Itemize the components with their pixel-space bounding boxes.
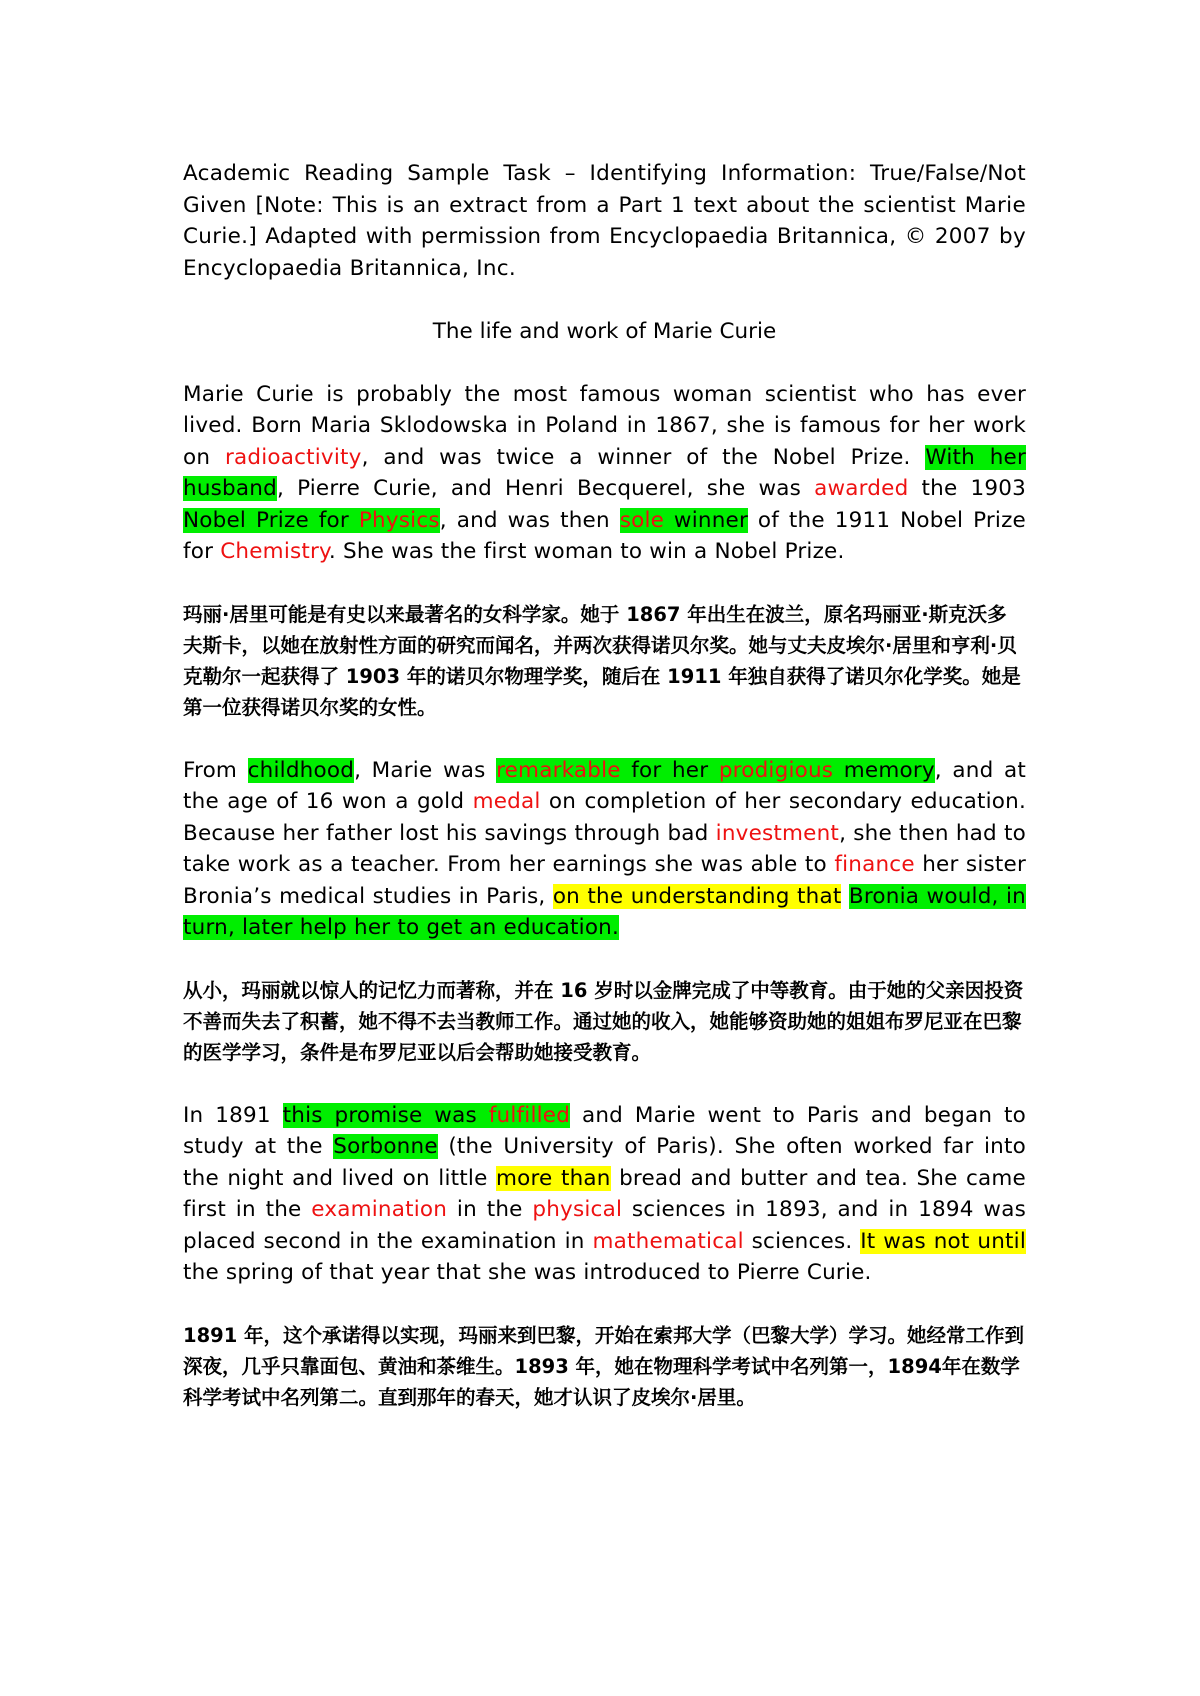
keyword-chemistry: Chemistry xyxy=(220,539,329,564)
keyword-physical: physical xyxy=(532,1197,623,1222)
highlight-on-the-understanding: on the understanding that xyxy=(552,883,842,909)
text: , and at the age of 16 won a gold xyxy=(183,757,1026,814)
text: sciences. xyxy=(743,1228,861,1254)
text: . She was the first woman to win a Nobel Prize. xyxy=(328,539,845,564)
text: , she then had to take work as a teacher. From her earnings she was able to xyxy=(183,820,1026,877)
text: , and was twice a winner of the Nobel Prize. xyxy=(361,444,926,470)
text: the 1903 xyxy=(908,476,1026,501)
highlight-winner: winner xyxy=(664,507,749,533)
highlight-more-than: more than xyxy=(495,1165,611,1191)
text: In 1891 xyxy=(183,1102,283,1128)
chinese-paragraph-3: 1891 年，这个承诺得以实现，玛丽来到巴黎，开始在索邦大学（巴黎大学）学习。她经常工作到深夜，几乎只靠面包、黄油和茶维生。1893 年，她在物理科学考试中名列第一，1894年在数学科学考试中名列第二。直到那年的春天，她才认识了皮埃尔·居里。 xyxy=(183,1324,1025,1409)
highlight-for-her: for her xyxy=(620,757,719,783)
highlight-sorbonne: Sorbonne xyxy=(333,1134,438,1159)
header-note: Academic Reading Sample Task – Identifying Information: True/False/Not Given [Note: This is an extract from a Part 1 text about the scientist Marie Curie.] Adapted with permission from Encyclopaedia Britannica, © 2007 by Encyclopaedia Britannica, Inc. xyxy=(183,161,1026,281)
keyword-fulfilled: fulfilled xyxy=(488,1102,571,1128)
keyword-prodigious: prodigious xyxy=(718,757,834,783)
text: , and was then xyxy=(439,507,620,533)
keyword-sole: sole xyxy=(619,507,665,533)
text: sciences in 1893, and in 1894 was placed second in the examination in xyxy=(183,1197,1026,1254)
document-page xyxy=(183,158,1026,1445)
text: Marie Curie is probably the most famous woman scientist who has ever lived. Born Maria Sklodowska in Poland in 1867, she is famous for her work on xyxy=(183,381,1026,470)
keyword-remarkable: remarkable xyxy=(496,757,621,783)
text: in the xyxy=(447,1197,533,1222)
keyword-examination: examination xyxy=(311,1197,448,1222)
text: bread and butter and tea. She came first in the xyxy=(183,1165,1026,1222)
paragraph-3 xyxy=(183,1100,1026,1289)
text: the spring of that year that she was introduced to Pierre Curie. xyxy=(183,1260,872,1285)
highlight-bronia-help: Bronia would, in turn, later help her to get an education. xyxy=(183,883,1026,940)
chinese-paragraph-2: 从小，玛丽就以惊人的记忆力而著称，并在 16 岁时以金牌完成了中等教育。由于她的父亲因投资不善而失去了积蓄，她不得不去当教师工作。通过她的收入，她能够资助她的姐姐布罗尼亚在巴黎的医学学习，条件是布罗尼亚以后会帮助她接受教育。 xyxy=(183,979,1024,1064)
chinese-paragraph-1: 玛丽·居里可能是有史以来最著名的女科学家。她于 1867 年出生在波兰，原名玛丽亚·斯克沃多夫斯卡，以她在放射性方面的研究而闻名，并两次获得诺贝尔奖。她与丈夫皮埃尔·居里和亨利·贝克勒尔一起获得了 1903 年的诺贝尔物理学奖，随后在 1911 年独自获得了诺贝尔化学奖。她是第一位获得诺贝尔奖的女性。 xyxy=(183,603,1021,719)
text: on completion of her secondary education. Because her father lost his savings through bad xyxy=(183,789,1027,846)
text: her sister Bronia’s medical studies in Paris, xyxy=(183,852,1026,909)
text: of the 1911 Nobel Prize for xyxy=(183,507,1026,564)
keyword-mathematical: mathematical xyxy=(592,1228,744,1254)
keyword-radioactivity: radioactivity xyxy=(224,444,362,470)
keyword-physics: Physics xyxy=(358,507,440,533)
text: and Marie went to Paris and began to study at the xyxy=(183,1102,1027,1159)
keyword-finance: finance xyxy=(834,852,915,877)
highlight-childhood: childhood xyxy=(247,757,355,783)
highlight-not-until: It was not until xyxy=(860,1228,1027,1254)
paragraph-1 xyxy=(183,379,1026,568)
highlight-nobel-prize-for: Nobel Prize for xyxy=(183,507,359,533)
keyword-awarded: awarded xyxy=(814,476,909,501)
text: From xyxy=(183,757,248,783)
highlight-with-her-husband: With her husband xyxy=(183,444,1026,501)
text: (the University of Paris). She often worked far into the night and lived on little xyxy=(183,1134,1026,1191)
highlight-promise: this promise was xyxy=(282,1102,489,1128)
text xyxy=(841,884,848,909)
text: , Marie was xyxy=(354,757,497,783)
text: , Pierre Curie, and Henri Becquerel, she was xyxy=(276,476,815,501)
keyword-medal: medal xyxy=(472,789,541,814)
paragraph-2 xyxy=(183,755,1026,944)
document-title: The life and work of Marie Curie xyxy=(432,318,777,344)
keyword-investment: investment xyxy=(715,820,840,846)
highlight-memory: memory xyxy=(833,757,935,783)
